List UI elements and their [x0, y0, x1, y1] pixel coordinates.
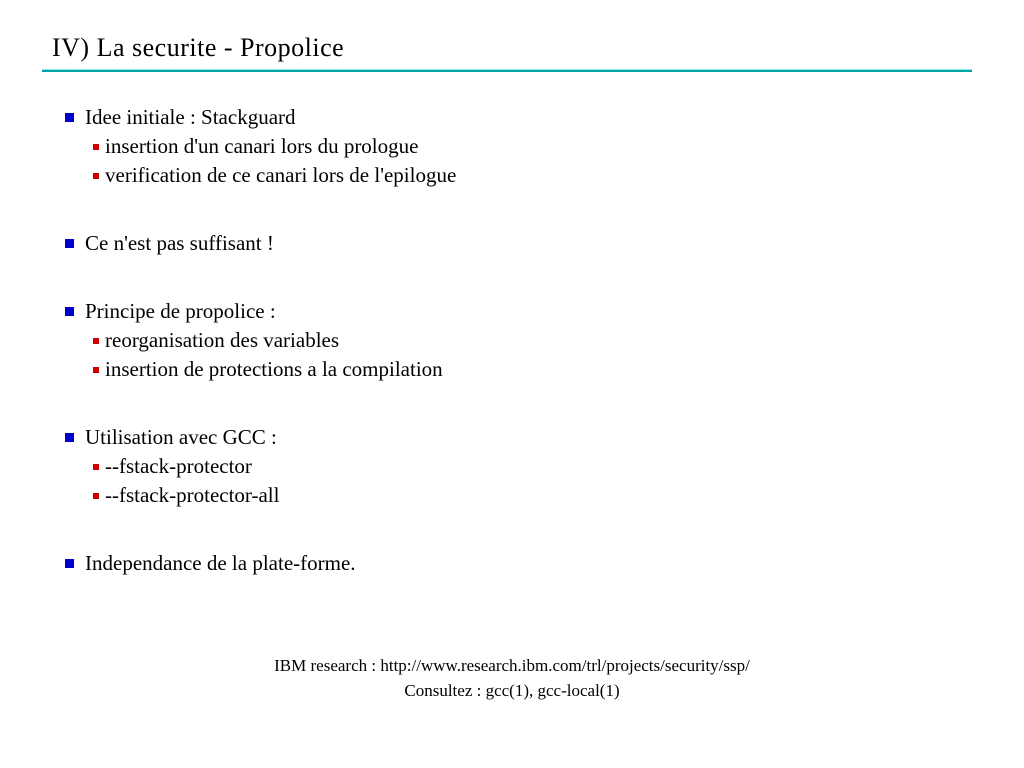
blue-square-bullet-icon [65, 239, 74, 248]
bullet-group [65, 549, 945, 578]
footer-reference-line: IBM research : http://www.research.ibm.com/trl/projects/security/ssp/ [274, 656, 750, 675]
red-square-bullet-icon [93, 144, 99, 150]
footer-consult-line: Consultez : gcc(1), gcc-local(1) [404, 681, 620, 700]
bullet-item [65, 549, 945, 578]
red-square-bullet-icon [93, 464, 99, 470]
sub-bullet-item [93, 481, 945, 510]
blue-square-bullet-icon [65, 113, 74, 122]
bullet-group [65, 229, 945, 258]
title-underline-rule [42, 69, 972, 72]
red-square-bullet-icon [93, 493, 99, 499]
slide-footer [0, 653, 1024, 703]
slide-title: IV) La securite - Propolice [52, 33, 345, 62]
bullet-item [65, 297, 945, 326]
blue-square-bullet-icon [65, 559, 74, 568]
bullet-item [65, 423, 945, 452]
sub-bullet-item-label: verification de ce canari lors de l'epilogue [105, 163, 457, 187]
sub-bullet-item-label: insertion d'un canari lors du prologue [105, 134, 419, 158]
sub-bullet-item-label: insertion de protections a la compilation [105, 357, 443, 381]
bullet-item-label: Principe de propolice : [85, 299, 276, 323]
sub-bullet-item [93, 132, 945, 161]
slide-body [65, 103, 945, 617]
sub-bullet-item-label: --fstack-protector [105, 454, 252, 478]
sub-bullet-item [93, 326, 945, 355]
blue-square-bullet-icon [65, 307, 74, 316]
sub-bullet-item [93, 161, 945, 190]
bullet-group [65, 103, 945, 190]
blue-square-bullet-icon [65, 433, 74, 442]
red-square-bullet-icon [93, 338, 99, 344]
sub-bullet-item [93, 355, 945, 384]
bullet-item [65, 229, 945, 258]
sub-bullet-item-label: --fstack-protector-all [105, 483, 280, 507]
bullet-item-label: Utilisation avec GCC : [85, 425, 277, 449]
bullet-group [65, 297, 945, 384]
sub-bullet-item-label: reorganisation des variables [105, 328, 340, 352]
red-square-bullet-icon [93, 173, 99, 179]
sub-bullet-item [93, 452, 945, 481]
bullet-item-label: Idee initiale : Stackguard [85, 105, 296, 129]
red-square-bullet-icon [93, 367, 99, 373]
bullet-group [65, 423, 945, 510]
bullet-item [65, 103, 945, 132]
bullet-item-label: Ce n'est pas suffisant ! [85, 231, 274, 255]
bullet-item-label: Independance de la plate-forme. [85, 551, 356, 575]
